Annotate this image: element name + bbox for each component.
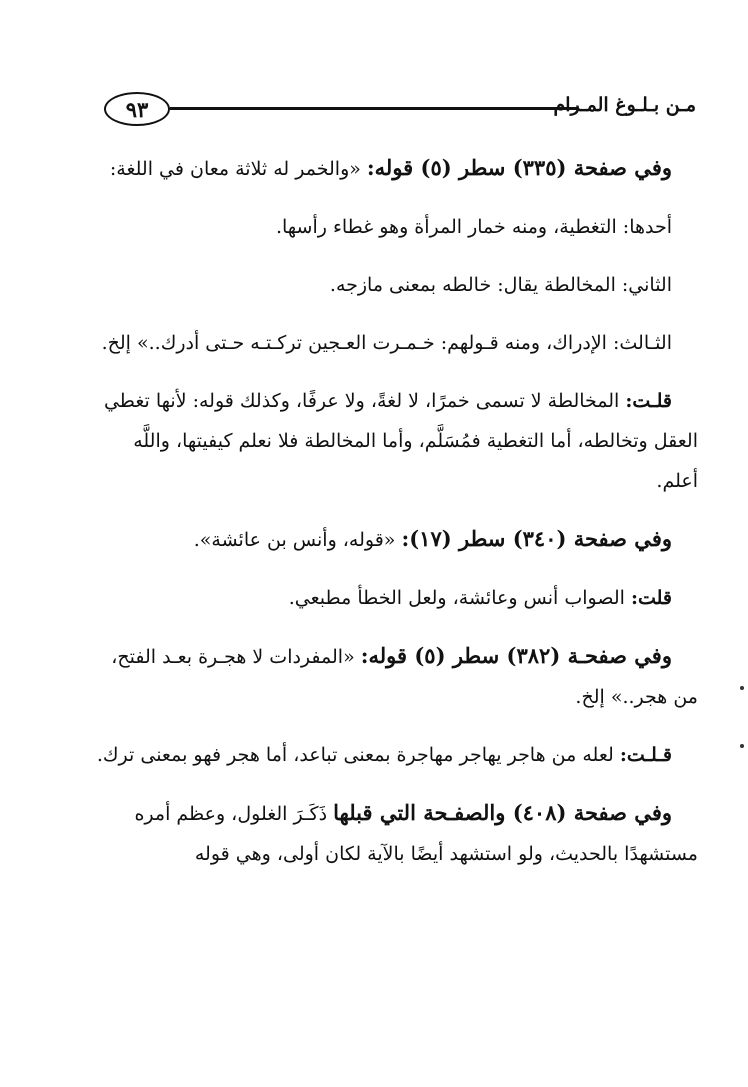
paragraph-text: «قوله، وأنس بن عائشة». (193, 529, 402, 551)
paragraph-4 (96, 323, 698, 363)
paragraph-text: «والخمر له ثلاثة معان في اللغة: (109, 158, 367, 180)
paragraph-2 (96, 207, 698, 247)
paragraph-text: المخالطة لا تسمى خمرًا، لا لغةً، ولا عرفًا، وكذلك قوله: لأنها تغطي العقل وتخالطه، أما التغطية فمُسَلَّم، وأما المخالطة فلا نعلم كيفيتها، واللَّه أعلم. (103, 390, 698, 492)
paragraph-text: لعله من هاجر يهاجر مهاجرة بمعنى تباعد، أما هجر فهو بمعنى ترك. (96, 744, 620, 766)
paragraph-lead: قلت: (630, 587, 672, 609)
paragraph-text: الثـالث: الإدراك، ومنه قـولهم: خـمـرت العـجين تركـتـه حـتى أدرك..» إلخ. (101, 332, 672, 354)
paragraph-9 (96, 735, 698, 775)
paragraph-text: أحدها: التغطية، ومنه خمار المرأة وهو غطاء رأسها. (275, 216, 672, 238)
paragraph-3 (96, 265, 698, 305)
paragraph-5 (96, 381, 698, 501)
paragraph-8 (96, 636, 698, 717)
paragraph-heading: وفي صفحة (٣٤٠) سطر (١٧): (401, 526, 672, 551)
paragraph-text: ذَكَـرَ الغلول، وعظم أمره مستشهدًا بالحديث، ولو استشهد أيضًا بالآية لكان أولى، وهي قوله (134, 803, 698, 865)
paragraph-heading: وفي صفحة (٤٠٨) والصفـحة التي قبلها (333, 800, 672, 825)
running-header (96, 90, 696, 134)
header-rule (170, 107, 578, 110)
paragraph-text: الثاني: المخالطة يقال: خالطه بمعنى مازجه. (329, 274, 672, 296)
page-body (96, 148, 698, 892)
paragraph-7 (96, 578, 698, 618)
paragraph-text: الصواب أنس وعائشة، ولعل الخطأ مطبعي. (288, 587, 631, 609)
paragraph-text: «المفردات لا هجـرة بعـد الفتح، من هجر..» إلخ. (111, 646, 698, 708)
margin-speck (740, 686, 744, 690)
paragraph-1 (96, 148, 698, 189)
paragraph-10 (96, 793, 698, 874)
running-title: مـن بـلـوغ المـرام (553, 94, 696, 116)
margin-speck (740, 744, 744, 748)
page-number: ٩٣ (104, 92, 170, 126)
paragraph-heading: وفي صفحـة (٣٨٢) سطر (٥) قوله: (360, 643, 672, 668)
paragraph-lead: قـلـت: (619, 744, 672, 766)
paragraph-lead: قلـت: (625, 390, 672, 412)
paragraph-6 (96, 519, 698, 560)
paragraph-heading: وفي صفحة (٣٣٥) سطر (٥) قوله: (366, 155, 672, 180)
